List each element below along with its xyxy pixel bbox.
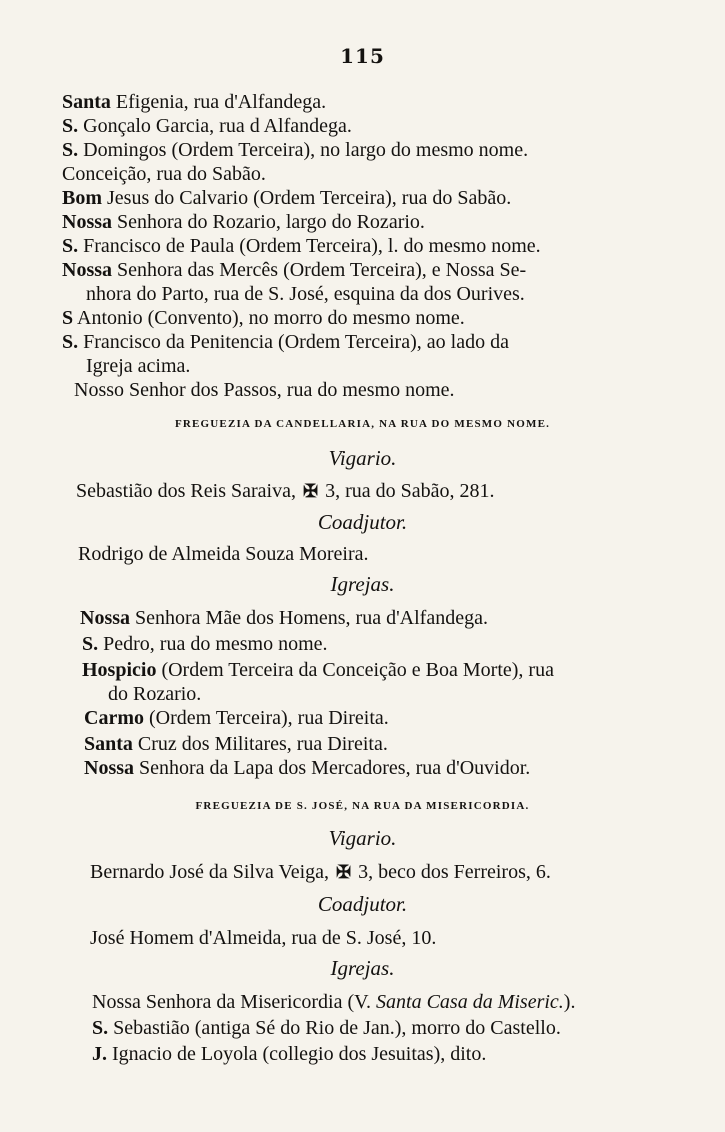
list-item: S. Domingos (Ordem Terceira), no largo do mesmo nome. [62, 139, 529, 161]
coadjutor-entry: José Homem d'Almeida, rua de S. José, 10. [90, 927, 437, 949]
list-item: Nossa Senhora da Lapa dos Mercadores, rua d'Ouvidor. [84, 757, 531, 779]
list-item: Nossa Senhora da Misericordia (V. Santa Casa da Miseric.). [92, 991, 576, 1013]
list-item: Nosso Senhor dos Passos, rua do mesmo nome. [74, 379, 455, 401]
list-item: Santa Efigenia, rua d'Alfandega. [62, 91, 327, 113]
cross-icon: ✠ [336, 862, 352, 882]
list-item: S. Francisco da Penitencia (Ordem Terceira), ao lado da [62, 331, 509, 353]
vigario-entry: Sebastião dos Reis Saraiva, ✠ 3, rua do Sabão, 281. [76, 480, 495, 502]
list-item: S. Gonçalo Garcia, rua d Alfandega. [62, 115, 352, 137]
list-item: Santa Cruz dos Militares, rua Direita. [84, 733, 388, 755]
coadjutor-label: Coadjutor. [317, 510, 408, 534]
list-item: J. Ignacio de Loyola (collegio dos Jesuitas), dito. [92, 1043, 487, 1065]
list-item-continuation: do Rozario. [108, 683, 202, 705]
list-item: Conceição, rua do Sabão. [62, 163, 266, 185]
list-item: S. Francisco de Paula (Ordem Terceira), l. do mesmo nome. [62, 235, 541, 257]
list-item: Nossa Senhora das Mercês (Ordem Terceira), e Nossa Se- [62, 259, 527, 281]
igrejas-label: Igrejas. [330, 572, 395, 596]
list-item-continuation: Igreja acima. [86, 355, 191, 377]
section-heading: FREGUEZIA DE S. JOSÉ, NA RUA DA MISERICORDIA. [195, 800, 530, 812]
list-item: Hospicio (Ordem Terceira da Conceição e Boa Morte), rua [82, 659, 554, 681]
list-item: S. Sebastião (antiga Sé do Rio de Jan.), morro do Castello. [92, 1017, 561, 1039]
page-number: 115 [340, 44, 385, 68]
list-item: Carmo (Ordem Terceira), rua Direita. [84, 707, 389, 729]
list-item-continuation: nhora do Parto, rua de S. José, esquina da dos Ourives. [86, 283, 525, 305]
list-item: Nossa Senhora do Rozario, largo do Rozario. [62, 211, 425, 233]
vigario-label: Vigario. [328, 826, 397, 850]
section-heading: FREGUEZIA DA CANDELLARIA, NA RUA DO MESMO NOME. [174, 418, 551, 430]
list-item: Nossa Senhora Mãe dos Homens, rua d'Alfandega. [80, 607, 488, 629]
vigario-entry: Bernardo José da Silva Veiga, ✠ 3, beco dos Ferreiros, 6. [90, 861, 551, 883]
igrejas-label: Igrejas. [330, 956, 395, 980]
list-item: S. Pedro, rua do mesmo nome. [82, 633, 328, 655]
list-item: S Antonio (Convento), no morro do mesmo nome. [62, 307, 465, 329]
vigario-label: Vigario. [328, 446, 397, 470]
coadjutor-entry: Rodrigo de Almeida Souza Moreira. [78, 543, 369, 565]
list-item: Bom Jesus do Calvario (Ordem Terceira), rua do Sabão. [62, 187, 512, 209]
cross-icon: ✠ [302, 481, 319, 501]
coadjutor-label: Coadjutor. [317, 892, 408, 916]
